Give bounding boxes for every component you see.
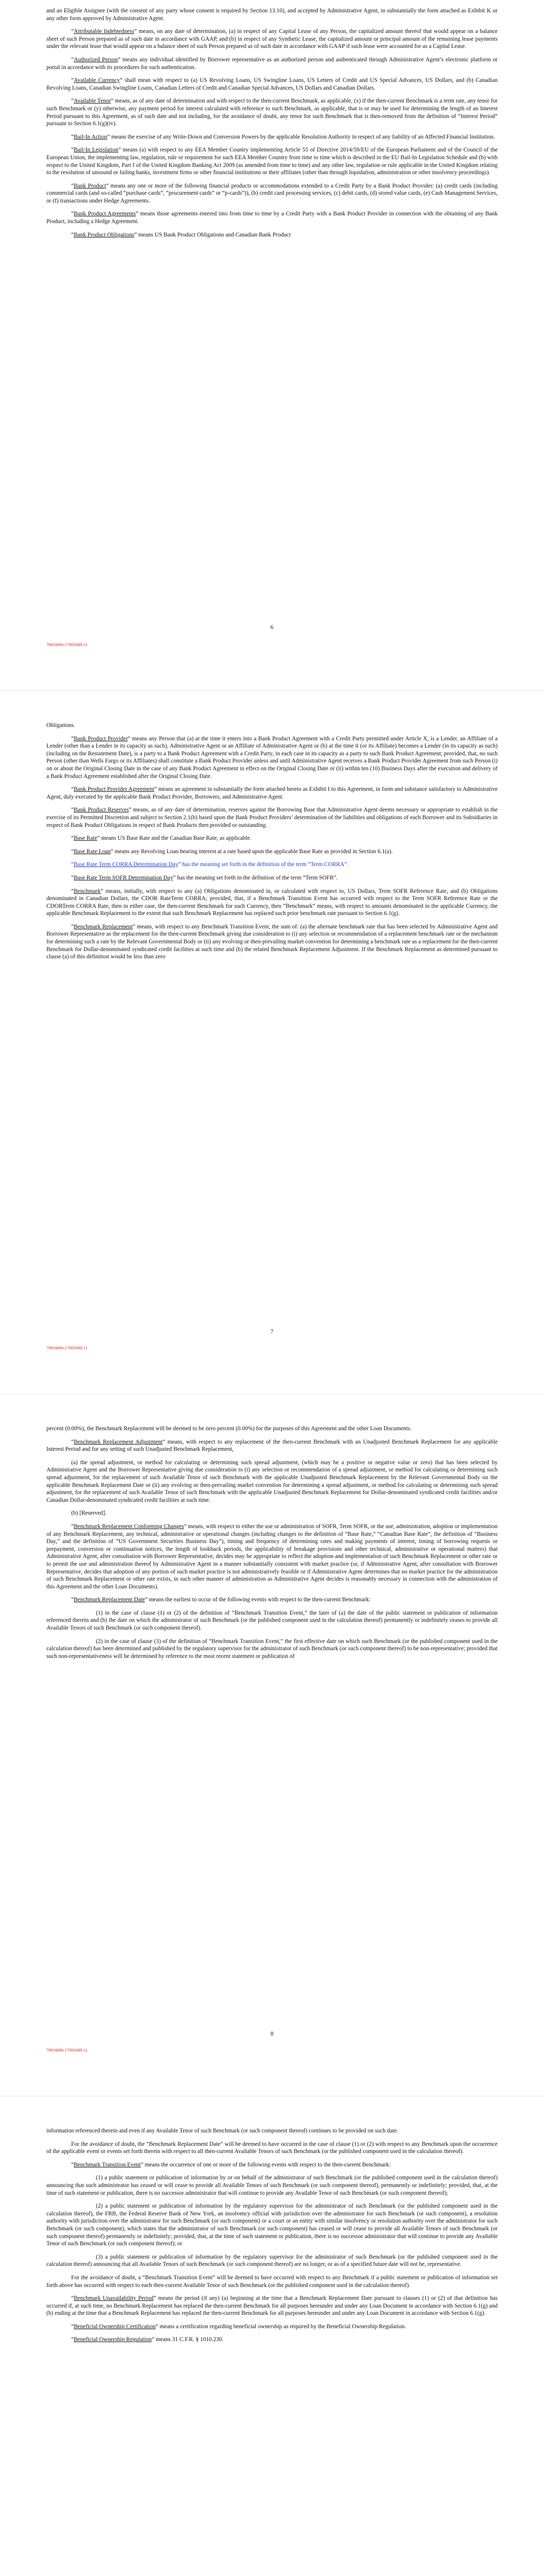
footer-doc-code: 7001669v.17001669.11 — [46, 1345, 88, 1350]
definition-paragraph: “Benchmark Transition Event” means the occurrence of one or more of the following events with respect to the then-current Benchmark: — [71, 2161, 391, 2168]
definition-paragraph: “Authorized Person” means any individual identified by Borrower representative as an authorized person and authenticated through Administrative Agent’s electronic platform or portal in accordance with its procedures for such authentication. — [46, 56, 498, 71]
defined-term: Benchmark Replacement Adjustment — [74, 1438, 163, 1445]
paragraph: percent (0.00%), the Benchmark Replacement will be deemed to be zero percent (0.00%) for the purposes of this Agreement and the other Loan Documents. — [46, 1426, 412, 1432]
defined-term: Beneficial Ownership Regulation — [74, 2336, 152, 2343]
definition-paragraph: “Benchmark Replacement” means, with respect to any Benchmark Transition Event, the sum of: (a) the alternate benchmark rate that has been selected by Administrative Agent and Borrower Representative as the replacement for the then-current Benchmark giving due consideration to (i) any selection or recommendation of a replacement benchmark rate or the mechanism for determining such a rate by the Relevant Governmental Body or (ii) any evolving or then-prevailing market convention for determining a benchmark rate as a replacement for the then-current Benchmark for Dollar-denominated syndicated credit facilities at such time and (b) the related Benchmark Replacement Adjustment. If the Benchmark Replacement as determined pursuant to clause (a) of this definition would be less than zero — [46, 923, 498, 960]
definition-paragraph: “Available Currency” shall mean with respect to (a) US Revolving Loans, US Swingline Loans, US Letters of Credit and US Special Advances, US Dollars, and (b) Canadian Revolving Loans, Canadian Swingline Loans, Canadian Letters of Credit and Canadian Special Advances, US Dollars and Canadian Dollars. — [46, 77, 498, 91]
page-body — [46, 722, 498, 967]
definition-paragraph: “Bank Product Reserves” means, as of any date of determination, reserves against the Borrowing Base that Administrative Agent deems necessary or appropriate to establish in the exercise of its Permitted Discretion and subject to Section 2.1(b) based upon the Bank Product Providers’ determination of the liabilities and obligations of each Borrower and its Subsidiaries in respect of Bank Product Obligations in respect of Bank Products then provided or outstanding. — [46, 807, 498, 828]
footer-doc-code: 7001669v.17001669.11 — [46, 2047, 88, 2053]
defined-term: Available Tenor — [74, 98, 111, 105]
page-number: 8 — [270, 2031, 274, 2037]
definition-paragraph: “Attributable Indebtedness” means, on any date of determination, (a) in respect of any Capital Lease of any Person, the capitalized amount thereof that would appear on a balance sheet of such Person prepared as of such date in accordance with GAAP, and (b) in respect of any Synthetic Lease, the capitalized amount or principal amount of the remaining lease payments under the relevant lease that would appear on a balance sheet of such Person prepared as of such date in accordance with GAAP if such lease were accounted for as a Capital Lease. — [46, 28, 498, 50]
definition-paragraph: “Benchmark Unavailability Period” means the period (if any) (a) beginning at the time that a Benchmark Replacement Date pursuant to clauses (1) or (2) of that definition has occurred if, at such time, no Benchmark Replacement has replaced the then-current Benchmark for all purposes hereunder and under any Loan Document in accordance with Section 6.1(g) and (b) ending at the time that a Benchmark Replacement has replaced the then-current Benchmark for all purposes hereunder and under any Loan Document in accordance with Section 6.1(g). — [46, 2295, 498, 2317]
definition-paragraph: “Base Rate” means US Base Rate and the Canadian Base Rate, as applicable. — [71, 835, 252, 842]
document-page — [0, 2096, 544, 2576]
inserted-definition-paragraph: “Base Rate Term CORRA Determination Day” has the meaning set forth in the definition of the term “Term CORRA”. — [71, 861, 349, 868]
paragraph: For the avoidance of doubt, a “Benchmark Transition Event” will be deemed to have occurred with respect to any Benchmark if a public statement or publication of information set forth above has occurred with respect to each then-current Available Tenor of such Benchmark (or the published component used in the calculation thereof). — [46, 2274, 498, 2289]
clause-paragraph: (1) a public statement or publication of information by or on behalf of the administrator of such Benchmark (or the published component used in the calculation thereof) announcing that such administrator has ceased or will cease to provide all Available Tenors of such Benchmark (or such component thereof), permanently or indefinitely; provided, that, at the time of such statement or publication, there is no successor administrator that will continue to provide any Available Tenor of such Benchmark (or such component thereof); — [46, 2175, 498, 2196]
document-page — [0, 1394, 544, 2096]
defined-term: Bank Product Provider Agreement — [74, 786, 155, 793]
document-page — [0, 0, 544, 690]
clause-paragraph: (b) [Reserved]. — [71, 1510, 107, 1517]
definition-paragraph: “Benchmark Replacement Conforming Changes” means, with respect to either the use or administration of SOFR, Term SOFR, or the use, administration, adoption or implementation of any Benchmark Replacement, any technical, administrative or operational changes (including changes to the definition of “Base Rate,” “Canadian Base Rate”, the definition of “Business Day,” and the definition of “US Government Securities Business Day”), timing and frequency of determining rates and making payments of interest, timing of borrowing requests or prepayment, conversion or continuation notices, the length of lookback periods, the applicability of breakage provisions and other technical, administrative or operational matters) that Administrative Agent, after consultation with Borrower Representative, decides may be appropriate to reflect the adoption and implementation of such Benchmark Replacement or other rate or to permit the use and administration thereof by Administrative Agent in a manner substantially consistent with market practice (or, if Administrative Agent, after consultation with Borrower Representative, decides that adoption of any portion of such market practice is not administratively feasible or if Administrative Agent determines that no market practice for the administration of such Benchmark Replacement or other rate exists, in such other manner of administration as Administrative Agent decides is reasonably necessary in connection with the administration of this Agreement and the other Loan Documents). — [46, 1523, 498, 1590]
defined-term: Available Currency — [74, 77, 120, 84]
defined-term: Benchmark Transition Event — [74, 2161, 141, 2168]
defined-term: Benchmark — [74, 888, 101, 894]
page-number: 7 — [270, 1329, 274, 1335]
defined-term: Bail-In Legislation — [74, 147, 119, 154]
paragraph: information referenced therein and even if any Available Tenor of such Benchmark (or such component thereof) continues to be provided on such date. — [46, 2128, 399, 2134]
clause-paragraph: (2) a public statement or publication of information by the regulatory supervisor for the administrator of such Benchmark (or the published component used in the calculation thereof), the FRB, the Federal Reserve Bank of New York, an insolvency official with jurisdiction over the administrator for such Benchmark (or such component), a resolution authority with jurisdiction over the administrator for such Benchmark (or such component) or a court or an entity with similar insolvency or resolution authority over the administrator for such Benchmark (or such component), which states that the administrator of such Benchmark (or such component) has ceased or will cease to provide all Available Tenors of such Benchmark (or such component thereof) permanently or indefinitely; provided, that, at the time of such statement or publication, there is no successor administrator that will continue to provide any Available Tenor of such Benchmark (or such component thereof); or — [46, 2203, 498, 2247]
definition-paragraph: “Bail-In Legislation” means (a) with respect to any EEA Member Country implementing Article 55 of Directive 2014/59/EU of the European Parliament and of the Council of the European Union, the implementing law, regulation, rule or requirement for such EEA Member Country from time to time which is described in the EU Bail-In Legislation Schedule and (b) with respect to the United Kingdom, Part I of the United Kingdom Banking Act 2009 (as amended from time to time) and any other law, regulation or rule applicable in the United Kingdom relating to the resolution of unsound or failing banks, investment firms or other financial institutions or their affiliates (other than through liquidation, administration or other insolvency proceedings). — [46, 147, 498, 176]
page-body — [46, 2127, 498, 2349]
clause-paragraph: (2) in the case of clause (3) of the definition of “Benchmark Transition Event,” the first effective date on which such Benchmark (or the published component used in the calculation thereof) has been determined and published by the regulatory supervisor for the administrator of such Benchmark (or such component thereof) to be non-representative; provided that such non-representativeness will be determined by reference to the most recent statement or publication of — [46, 1638, 498, 1659]
defined-term: Bank Product Agreements — [74, 211, 136, 217]
defined-term: Bank Product Obligations — [74, 231, 135, 238]
definition-paragraph: “Benchmark Replacement Date” means the earliest to occur of the following events with respect to the then-current Benchmark: — [71, 1597, 371, 1603]
defined-term: Benchmark Unavailability Period — [74, 2295, 154, 2302]
definition-paragraph: “Benchmark Replacement Adjustment” means, with respect to any replacement of the then-current Benchmark with an Unadjusted Benchmark Replacement for any applicable Interest Period and for any setting of such Unadjusted Benchmark Replacement, — [46, 1438, 498, 1453]
defined-term: Attributable Indebtedness — [74, 28, 135, 35]
page-number: 6 — [270, 624, 274, 631]
defined-term: Bank Product Reserves — [74, 807, 129, 814]
definition-paragraph: “Bank Product Provider Agreement” means an agreement in substantially the form attached hereto as Exhibit I to this Agreement, in form and substance satisfactory to Administrative Agent, duly executed by the applicable Bank Product Provider, Borrowers, and Administrative Agent. — [46, 786, 498, 800]
defined-term: Benchmark Replacement Conforming Changes — [74, 1523, 184, 1530]
definition-paragraph: “Bail-In Action” means the exercise of any Write-Down and Conversion Powers by the applicable Resolution Authority in respect of any liability of an Affected Financial Institution. — [71, 133, 495, 140]
paragraph: and an Eligible Assignee (with the consent of any party whose consent is required by Section 13.10), and accepted by Administrative Agent, in substantially the form attached as Exhibit K or any other form approved by Administrative Agent. — [46, 8, 498, 22]
footer-doc-code: 7001669v.17001669.11 — [46, 642, 88, 647]
defined-term: Benchmark Replacement — [74, 923, 133, 930]
document-page — [0, 691, 544, 1394]
defined-term: Bank Product Provider — [74, 735, 128, 742]
clause-paragraph: (1) in the case of clause (1) or (2) of the definition of “Benchmark Transition Event,” the later of (a) the date of the public statement or publication of information referenced therein and (b) the date on which the administrator of such Benchmark (or the published component used in the calculation thereof) permanently or indefinitely ceases to provide all Available Tenors of such Benchmark (or such component thereof). — [46, 1609, 498, 1632]
definition-paragraph: “Base Rate Loan” means any Revolving Loan bearing interest at a rate based upon the applicable Base Rate as provided in Section 6.1(a). — [71, 848, 393, 855]
defined-term: Base Rate — [74, 835, 97, 842]
definition-paragraph: “Bank Product Agreements” means those agreements entered into from time to time by a Credit Party with a Bank Product Provider in connection with the obtaining of any Bank Product, including a Hedge Agreement. — [46, 211, 498, 225]
defined-term: Beneficial Ownership Certification — [74, 2323, 156, 2330]
definition-paragraph: “Bank Product Provider” means any Person that (a) at the time it enters into a Bank Product Agreement with a Credit Party permitted under Article X, is a Lender, an Affiliate of a Lender (other than a Lender in its capacity as such), Administrative Agent or an Affiliate of Administrative Agent or (b) at the time it (or its Affiliate) becomes a Lender (in its capacity as such) (including on the Restatement Date), is a party to a Bank Product Agreement with a Credit Party, in each case in its capacity as a party to such Bank Product Agreement; provided, that, no such Person (other than Wells Fargo or its Affiliates) shall constitute a Bank Product Provider unless and until Administrative Agent receives a Bank Product Provider Agreement from such Person (i) on or about the Original Closing Date in the case of any Bank Product Agreement in effect on the Original Closing Date or (ii) within ten (10) Business Days after the execution and delivery of a Bank Product Agreement established after the Original Closing Date. — [46, 735, 498, 779]
definition-paragraph: “Bank Product” means any one or more of the following financial products or accommodations extended to a Credit Party by a Bank Product Provider: (a) credit cards (including commercial cards (and so-called “purchase cards”, “procurement cards” or “p-cards”)), (b) credit card processing services, (c) debit cards, (d) stored value cards, (e) Cash Management Services, or (f) transactions under Hedge Agreements. — [46, 182, 498, 204]
definition-paragraph: “Beneficial Ownership Regulation” means 31 C.F.R. § 1010.230. — [71, 2336, 224, 2343]
defined-term: Base Rate Term CORRA Determination Day — [74, 861, 178, 868]
paragraph: Obligations. — [46, 722, 75, 728]
definition-paragraph: “Base Rate Term SOFR Determination Day” has the meaning set forth in the definition of the term “Term SOFR”. — [71, 874, 338, 881]
page-body — [46, 7, 498, 244]
clause-paragraph: (a) the spread adjustment, or method for calculating or determining such spread adjustment, (which may be a positive or negative value or zero) that has been selected by Administrative Agent and the Borrower Representative giving due consideration to (i) any selection or recommendation of a spread adjustment, or method for calculating or determining such spread adjustment, for the replacement of such Available Tenor of such Benchmark with the applicable Unadjusted Benchmark Replacement by the Relevant Governmental Body on the applicable Benchmark Replacement Date or (ii) any evolving or then-prevailing market convention for determining a spread adjustment, or method for calculating or determining such spread adjustment, for the replacement of such Available Tenor of such Benchmark with the applicable Unadjusted Benchmark Replacement for Dollar-denominated syndicated credit facilities and/or Canadian Dollar-denominated syndicated credit facilities at such time. — [46, 1459, 498, 1503]
paragraph: For the avoidance of doubt, the “Benchmark Replacement Date” will be deemed to have occurred in the case of clause (1) or (2) with respect to any Benchmark upon the occurrence of the applicable event or events set forth therein with respect to all then-current Available Tenors of such Benchmark (or the published component used in the calculation thereof). — [46, 2141, 498, 2155]
defined-term: Authorized Person — [74, 56, 118, 63]
definition-paragraph: “Bank Product Obligations” means US Bank Product Obligations and Canadian Bank Product — [71, 231, 291, 238]
defined-term: Bank Product — [74, 182, 106, 189]
definition-paragraph: “Available Tenor” means, as of any date of determination and with respect to the then-current Benchmark, as applicable, (x) if the then-current Benchmark is a term rate, any tenor for such Benchmark or (y) otherwise, any payment period for interest calculated with reference to such Benchmark, as applicable, that is or may be used for determining the length of an Interest Period pursuant to this Agreement, as of such date and not including, for the avoidance of doubt, any tenor for such Benchmark that is then-removed from the definition of “Interest Period” pursuant to Section 6.1(g)(iv). — [46, 98, 498, 127]
defined-term: Base Rate Loan — [74, 848, 111, 855]
defined-term: Base Rate Term SOFR Determination Day — [74, 874, 173, 881]
clause-paragraph: (3) a public statement or publication of information by the regulatory supervisor for the administrator of such Benchmark (or the published component used in the calculation thereof) announcing that all Available Tenors of such Benchmark (or such component thereof) are no longer, or as of a specified future date will not be, representative. — [46, 2253, 498, 2268]
defined-term: Bail-In Action — [74, 133, 107, 140]
page-body — [46, 1425, 498, 1666]
defined-term: Benchmark Replacement Date — [74, 1597, 145, 1603]
definition-paragraph: “Beneficial Ownership Certification” means a certification regarding beneficial ownership as required by the Beneficial Ownership Regulation. — [71, 2323, 406, 2330]
definition-paragraph: “Benchmark” means, initially, with respect to any (a) Obligations denominated in, or calculated with respect to, US Dollars, Term SOFR Reference Rate, and (b) Obligations denominated in Canadian Dollars, the CDOR RateTerm CORRA; provided, that, if a Benchmark Transition Event has occurred with respect to the Term SOFR Reference Rate or the CDORTerm CORRA Rate, then in either case, the then-current Benchmark for such Currency, then “Benchmark” means, with respect to amounts denominated in the applicable Currency, the applicable Benchmark Replacement to the extent that such Benchmark Replacement has replaced such prior benchmark rate pursuant to Section 6.1(g). — [46, 888, 498, 917]
